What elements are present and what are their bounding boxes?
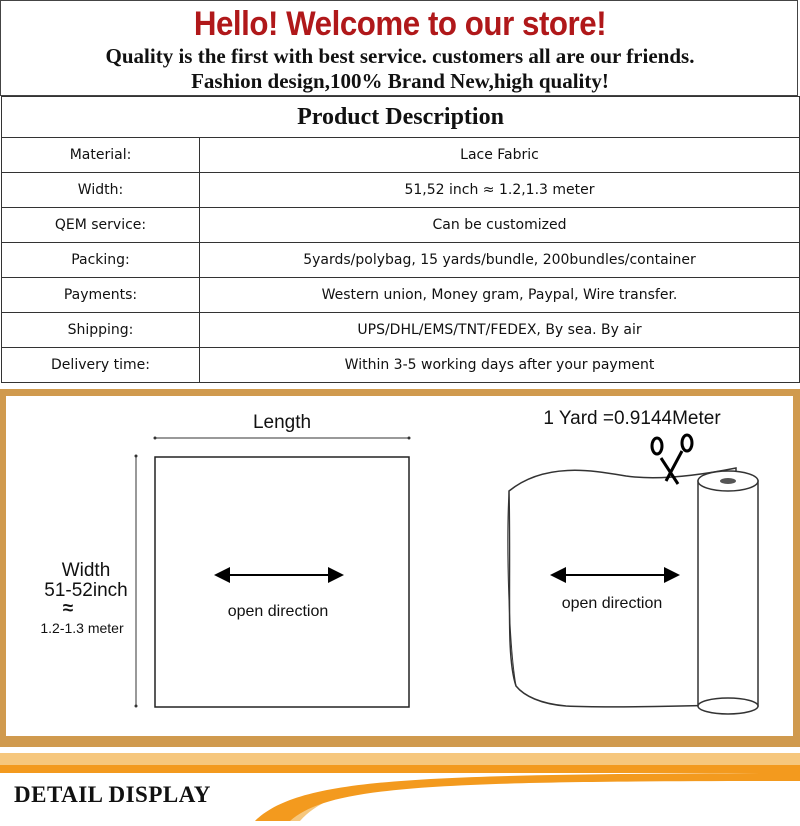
length-label: Length (252, 412, 312, 433)
product-description-table (1, 96, 800, 383)
dimension-dot (135, 455, 138, 458)
row-label: Material: (2, 138, 200, 173)
row-label: Payments: (2, 278, 200, 313)
fabric-diagram-frame (0, 389, 800, 747)
table-row (2, 173, 800, 208)
width-label: Width (61, 560, 111, 581)
row-label: Packing: (2, 243, 200, 278)
tagline-quality: Quality is the first with best service. customers all are our friends. (105, 44, 695, 68)
row-value: 5yards/polybag, 15 yards/bundle, 200bundles/container (200, 243, 800, 278)
open-direction-label-right: open direction (561, 595, 663, 612)
fabric-sheet (155, 457, 409, 707)
open-direction-label-left: open direction (227, 603, 329, 620)
row-label: QEM service: (2, 208, 200, 243)
row-value: Lace Fabric (200, 138, 800, 173)
dimension-dot (408, 437, 411, 440)
row-value: Western union, Money gram, Paypal, Wire transfer. (200, 278, 800, 313)
row-value: UPS/DHL/EMS/TNT/FEDEX, By sea. By air (200, 313, 800, 348)
row-value: Within 3-5 working days after your payment (200, 348, 800, 383)
table-row (2, 208, 800, 243)
tagline-fashion: Fashion design,100% Brand New,high quality! (191, 69, 609, 93)
width-inch-label: 51-52inch (44, 580, 128, 601)
store-header (0, 0, 798, 96)
product-description-title: Product Description (2, 97, 800, 138)
dimension-dot (135, 705, 138, 708)
approx-symbol: ≈ (62, 598, 74, 619)
yard-conversion-label: 1 Yard =0.9144Meter (543, 408, 721, 429)
row-label: Delivery time: (2, 348, 200, 383)
welcome-title: Hello! Welcome to our store! (193, 5, 607, 43)
dimension-dot (154, 437, 157, 440)
row-label: Shipping: (2, 313, 200, 348)
fabric-roll-body (698, 481, 758, 706)
width-meter-label: 1.2-1.3 meter (40, 620, 124, 636)
table-row (2, 138, 800, 173)
table-row (2, 348, 800, 383)
fabric-diagram (6, 396, 793, 736)
table-row (2, 313, 800, 348)
fabric-roll-bottom (698, 698, 758, 714)
table-row (2, 278, 800, 313)
row-label: Width: (2, 173, 200, 208)
fabric-roll-core (720, 478, 736, 484)
row-value: Can be customized (200, 208, 800, 243)
table-row (2, 243, 800, 278)
row-value: 51,52 inch ≈ 1.2,1.3 meter (200, 173, 800, 208)
detail-display-title: DETAIL DISPLAY (14, 782, 211, 807)
fabric-diagram-svg (6, 396, 793, 736)
